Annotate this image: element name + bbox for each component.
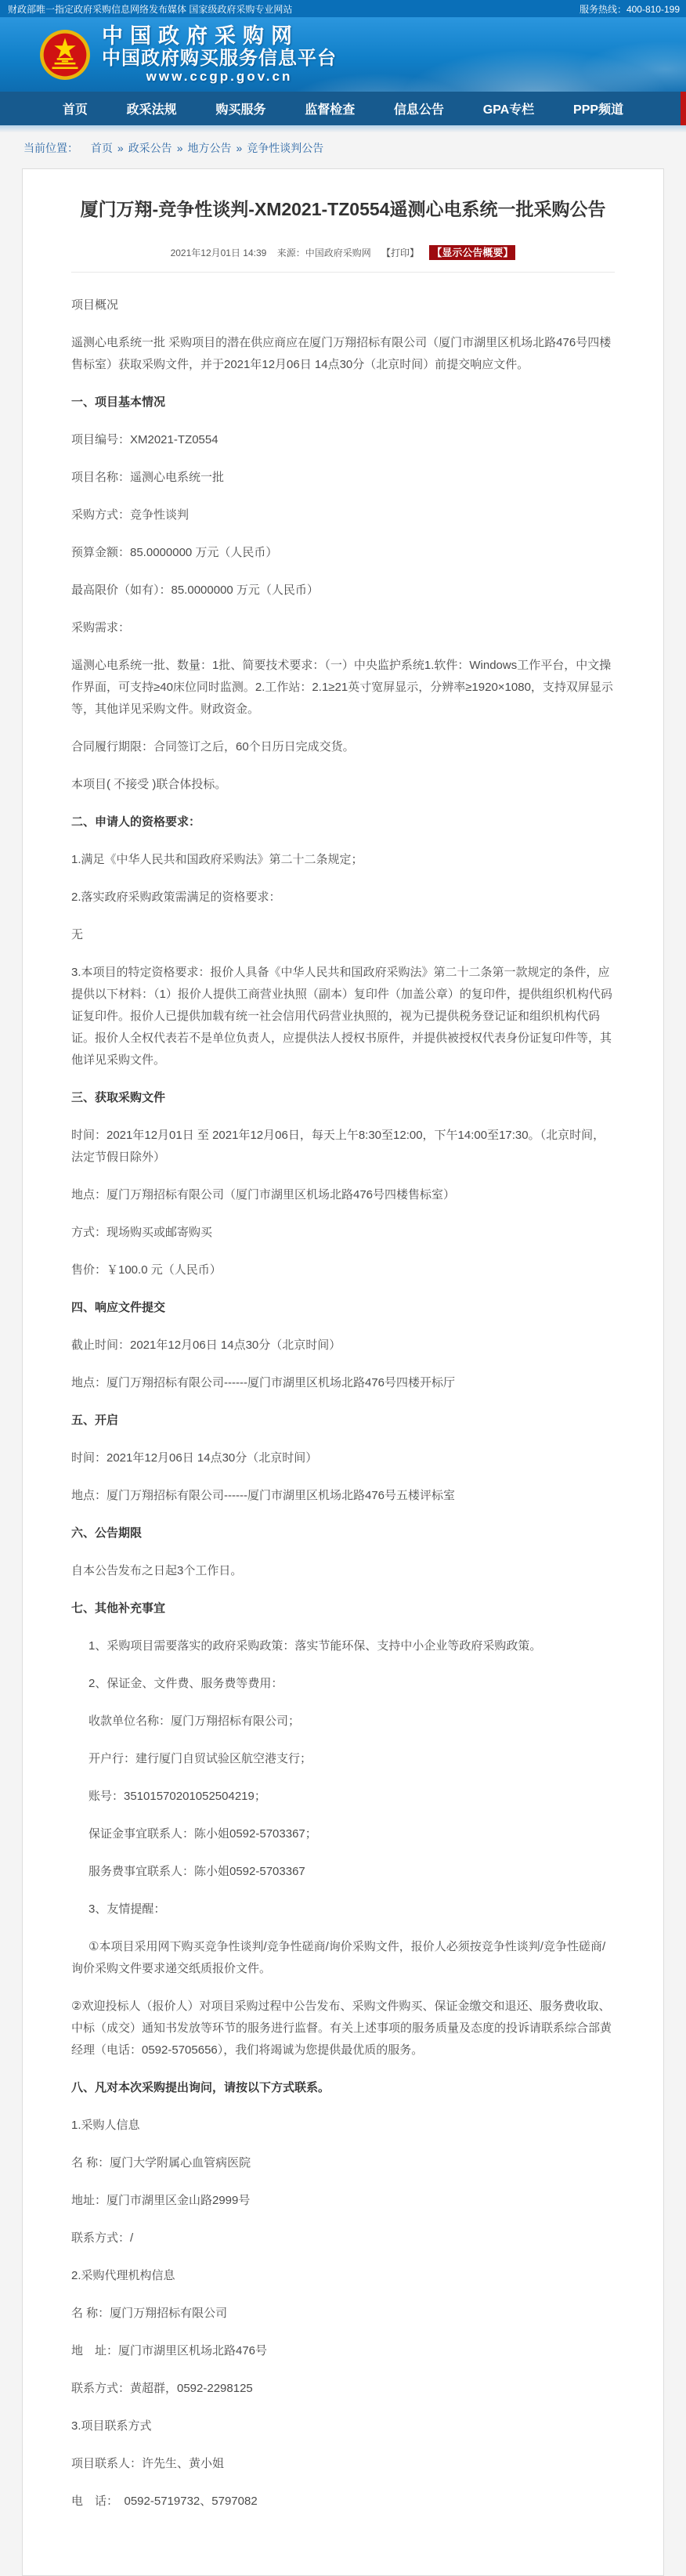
main-nav bbox=[0, 92, 686, 125]
article-paragraph: 项目名称：遥测心电系统一批 bbox=[71, 471, 225, 484]
article-paragraph: 二、申请人的资格要求： bbox=[71, 815, 201, 829]
show-summary-button[interactable]: 【显示公告概要】 bbox=[429, 245, 515, 260]
nav-item[interactable]: 监督检查 bbox=[305, 103, 356, 117]
article-paragraph: 方式：现场购买或邮寄购买 bbox=[71, 1226, 213, 1239]
article-paragraph: 2.采购代理机构信息 bbox=[71, 2269, 175, 2282]
article-paragraph: 地点：厦门万翔招标有限公司------厦门市湖里区机场北路476号四楼开标厅 bbox=[71, 1376, 456, 1389]
site-header bbox=[0, 17, 686, 92]
article-paragraph: 保证金事宜联系人：陈小姐0592-5703367； bbox=[88, 1827, 317, 1841]
nav-bottom-strip bbox=[0, 125, 686, 132]
article-paragraph: 五、开启 bbox=[71, 1414, 119, 1427]
article-body bbox=[71, 273, 615, 2513]
article-paragraph: 遥测心电系统一批、数量：1批、简要技术要求：（一）中央监护系统1.软件：Windows工作平台，中文操作界面，可支持≥40床位同时监测。2.工作站：2.1≥21英寸宽屏显示，分辨率≥1920×1080，支持双屏显示等，其他详见采购文件。财政资金。 bbox=[71, 659, 613, 716]
breadcrumb-link[interactable]: 竞争性谈判公告 bbox=[247, 142, 324, 154]
article-paragraph: 时间：2021年12月01日 至 2021年12月06日，每天上午8:30至12:00，下午14:00至17:30。（北京时间，法定节假日除外） bbox=[71, 1129, 605, 1164]
article-paragraph: 本项目( 不接受 )联合体投标。 bbox=[71, 778, 227, 791]
article-paragraph: 3.项目联系方式 bbox=[71, 2419, 152, 2433]
article-paragraph: 采购需求： bbox=[71, 621, 131, 634]
article-paragraph: 3.本项目的特定资格要求：报价人具备《中华人民共和国政府采购法》第二十二条第一款规定的条件，应提供以下材料：（1）报价人提供工商营业执照（副本）复印件（加盖公章）的复印件，提供组织机构代码证复印件。报价人已提供加载有统一社会信用代码营业执照的，视为已提供税务登记证和组织机构代码证。报价人全权代表若不是单位负责人，应提供法人授权书原件，并提供被授权代表身份证复印件等，其他详见采购文件。 bbox=[71, 966, 612, 1067]
site-logo-link[interactable] bbox=[102, 24, 337, 85]
article-paragraph: 一、项目基本情况 bbox=[71, 396, 166, 409]
publish-datetime: 2021年12月01日 14:39 bbox=[170, 247, 267, 258]
article-paragraph: 六、公告期限 bbox=[71, 1526, 143, 1540]
print-button[interactable]: 【打印】 bbox=[381, 247, 420, 258]
breadcrumb-item bbox=[231, 142, 323, 154]
site-url: www.ccgp.gov.cn bbox=[146, 69, 293, 84]
breadcrumb-item bbox=[81, 142, 113, 154]
breadcrumb-item bbox=[172, 142, 232, 154]
article-paragraph: 1.采购人信息 bbox=[71, 2119, 140, 2132]
breadcrumb-item bbox=[113, 142, 172, 154]
article-paragraph: 八、凡对本次采购提出询问，请按以下方式联系。 bbox=[71, 2081, 330, 2094]
breadcrumb-link[interactable]: 首页 bbox=[90, 142, 113, 154]
breadcrumb bbox=[0, 132, 686, 165]
breadcrumb-separator: » bbox=[117, 142, 124, 154]
site-name: 中国政府采购网 bbox=[102, 24, 299, 48]
article-paragraph: 2.落实政府采购政策需满足的资格要求： bbox=[71, 891, 281, 904]
national-emblem-icon bbox=[39, 29, 91, 81]
article-paragraph: 三、获取采购文件 bbox=[71, 1091, 166, 1104]
article-paragraph: 联系方式：黄超群，0592-2298125 bbox=[71, 2382, 253, 2395]
topbar bbox=[0, 0, 686, 17]
article-paragraph: 1.满足《中华人民共和国政府采购法》第二十二条规定； bbox=[71, 853, 363, 866]
nav-item[interactable]: 首页 bbox=[62, 103, 88, 117]
breadcrumb-link[interactable]: 地方公告 bbox=[187, 142, 232, 154]
article-paragraph: ②欢迎投标人（报价人）对项目采购过程中公告发布、采购文件购买、保证金缴交和退还、服务费收取、中标（成交）通知书发放等环节的服务进行监督。有关上述事项的服务质量及态度的投诉请联系综合部黄经理（电话：0592-5705656），我们将竭诚为您提供最优质的服务。 bbox=[71, 2000, 612, 2057]
article-paragraph: 地址：厦门市湖里区金山路2999号 bbox=[71, 2194, 251, 2207]
article-paragraph: 最高限价（如有）：85.0000000 万元（人民币） bbox=[71, 583, 319, 597]
article-paragraph: 地点：厦门万翔招标有限公司（厦门市湖里区机场北路476号四楼售标室） bbox=[71, 1188, 456, 1201]
article-paragraph: 七、其他补充事宜 bbox=[71, 1602, 166, 1615]
breadcrumb-links bbox=[78, 142, 323, 154]
article-paragraph: ①本项目采用网下购买竞争性谈判/竞争性磋商/询价采购文件，报价人必须按竞争性谈判/竞争性磋商/询价采购文件要求递交纸质报价文件。 bbox=[71, 1940, 606, 1975]
article-paragraph: 地 址：厦门市湖里区机场北路476号 bbox=[71, 2344, 268, 2357]
page-title: 厦门万翔-竞争性谈判-XM2021-TZ0554遥测心电系统一批采购公告 bbox=[80, 199, 606, 219]
article-paragraph: 截止时间：2021年12月06日 14点30分（北京时间） bbox=[71, 1339, 341, 1352]
breadcrumb-prefix: 当前位置： bbox=[23, 142, 78, 154]
nav-item[interactable]: 信息公告 bbox=[394, 103, 445, 117]
article-paragraph: 电 话： 0592-5719732、5797082 bbox=[71, 2495, 258, 2508]
article-meta bbox=[71, 244, 615, 273]
article-paragraph: 2、保证金、文件费、服务费等费用： bbox=[88, 1677, 283, 1690]
article-source: 来源：中国政府采购网 bbox=[276, 247, 371, 258]
article-paragraph: 收款单位名称：厦门万翔招标有限公司； bbox=[88, 1714, 301, 1728]
article-paragraph: 项目概况 bbox=[71, 298, 119, 312]
nav-item[interactable]: PPP频道 bbox=[573, 103, 624, 117]
nav-item[interactable]: GPA专栏 bbox=[482, 103, 535, 117]
article-paragraph: 名 称：厦门大学附属心血管病医院 bbox=[71, 2156, 251, 2170]
article-paragraph: 无 bbox=[71, 928, 84, 941]
nav-red-accent bbox=[681, 92, 686, 125]
breadcrumb-separator: » bbox=[236, 142, 243, 154]
site-subtitle: 中国政府购买服务信息平台 bbox=[102, 48, 337, 69]
article-paragraph: 联系方式：/ bbox=[71, 2231, 134, 2245]
article bbox=[22, 168, 664, 2576]
article-paragraph: 预算金额：85.0000000 万元（人民币） bbox=[71, 546, 278, 559]
article-paragraph: 四、响应文件提交 bbox=[71, 1301, 166, 1314]
article-paragraph: 自本公告发布之日起3个工作日。 bbox=[71, 1564, 243, 1577]
article-paragraph: 时间：2021年12月06日 14点30分（北京时间） bbox=[71, 1451, 318, 1465]
article-paragraph: 合同履行期限：合同签订之后，60个日历日完成交货。 bbox=[71, 740, 355, 753]
article-paragraph: 1、采购项目需要落实的政府采购政策：落实节能环保、支持中小企业等政府采购政策。 bbox=[88, 1639, 542, 1653]
article-paragraph: 开户行：建行厦门自贸试验区航空港支行； bbox=[88, 1752, 312, 1765]
article-paragraph: 账号：35101570201052504219； bbox=[88, 1790, 266, 1803]
breadcrumb-separator: » bbox=[176, 142, 183, 154]
article-paragraph: 地点：厦门万翔招标有限公司------厦门市湖里区机场北路476号五楼评标室 bbox=[71, 1489, 456, 1502]
article-paragraph: 服务费事宜联系人：陈小姐0592-5703367 bbox=[88, 1865, 305, 1878]
article-paragraph: 名 称：厦门万翔招标有限公司 bbox=[71, 2307, 228, 2320]
article-paragraph: 售价：￥100.0 元（人民币） bbox=[71, 1263, 222, 1277]
article-paragraph: 遥测心电系统一批 采购项目的潜在供应商应在厦门万翔招标有限公司（厦门市湖里区机场北路476号四楼售标室）获取采购文件，并于2021年12月06日 14点30分（北京时间）前提交响应文件。 bbox=[71, 336, 612, 371]
topbar-hotline: 服务热线：400-810-199 bbox=[579, 3, 680, 15]
nav-item[interactable]: 购买服务 bbox=[215, 103, 266, 117]
breadcrumb-link[interactable]: 政采公告 bbox=[128, 142, 172, 154]
article-paragraph: 3、友情提醒： bbox=[88, 1902, 166, 1916]
article-paragraph: 采购方式：竞争性谈判 bbox=[71, 508, 190, 522]
article-paragraph: 项目编号：XM2021-TZ0554 bbox=[71, 433, 218, 446]
article-paragraph: 项目联系人：许先生、黄小姐 bbox=[71, 2457, 225, 2470]
nav-item[interactable]: 政采法规 bbox=[126, 103, 177, 117]
topbar-slogan: 财政部唯一指定政府采购信息网络发布媒体 国家级政府采购专业网站 bbox=[8, 3, 293, 15]
